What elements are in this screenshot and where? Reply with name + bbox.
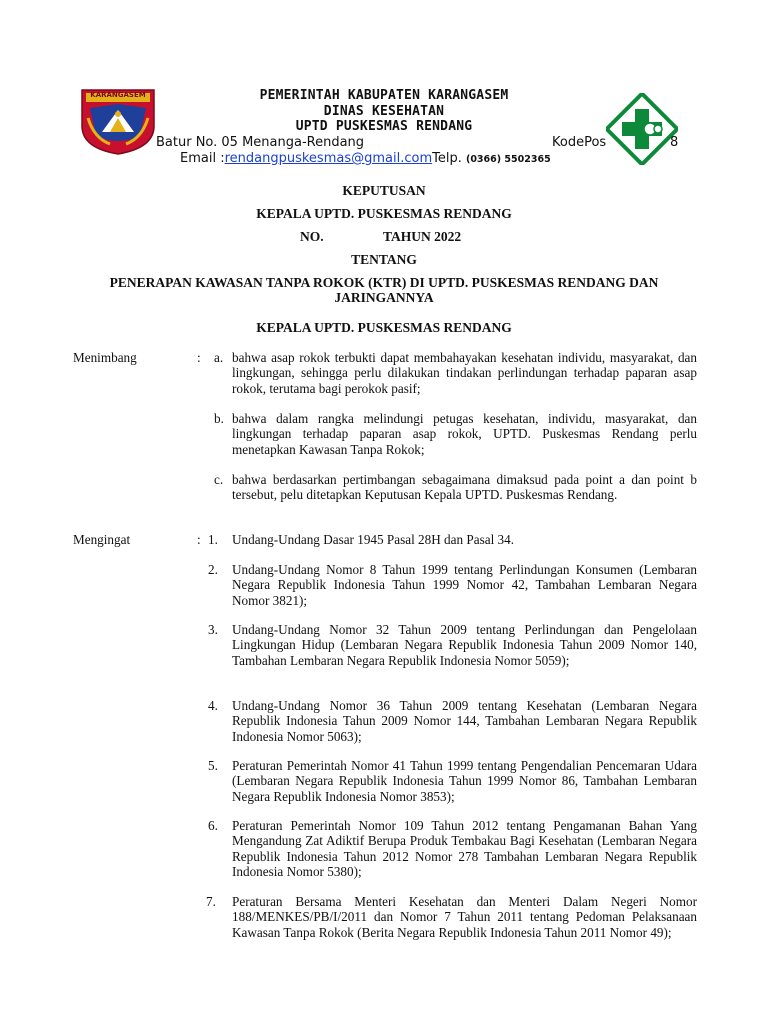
email-link[interactable]: rendangpuskesmas@gmail.com [224,151,433,166]
mengingat-item-4: Undang-Undang Nomor 36 Tahun 2009 tentang Kesehatan (Lembaran Negara Republik Indonesia Tahun 2009 Nomor 144, Tambahan Lembaran Negara Republik Indonesia Nomor 5063); [232,698,697,744]
mengingat-marker-3: 3. [208,622,218,637]
logo-caption: KARANGASEM [90,91,146,99]
mengingat-item-5: Peraturan Pemerintah Nomor 41 Tahun 1999 tentang Pengendalian Pencemaran Udara (Lembaran Negara Republik Indonesia Tahun 1999 Nomor 86, Tambahan Lembaran Negara Republik Indonesia Nomor 3853); [232,758,697,804]
postal-label: KodePos [552,135,607,150]
postal-code: 8 [670,135,679,150]
menimbang-marker-a: a. [214,350,224,365]
menimbang-colon: : [197,350,201,365]
menimbang-item-b: bahwa dalam rangka melindungi petugas kesehatan, individu, masyarakat, dan lingkungan terhadap paparan asap rokok, UPTD. Puskesmas Rendang perlu menetapkan Kawasan Tanpa Rokok; [232,411,697,457]
mengingat-marker-6: 6. [208,818,218,833]
subject-line-2: JARINGANNYA [334,290,434,305]
phone-label: Telp. [432,151,462,166]
mengingat-item-3: Undang-Undang Nomor 32 Tahun 2009 tentang Perlindungan dan Pengelolaan Lingkungan Hidup (Lembaran Negara Republik Indonesia Tahun 2009 Nomor 140, Tambahan Lembaran Negara Republik Indonesia Nomor 5059); [232,622,697,668]
menimbang-marker-b: b. [214,411,224,426]
menimbang-item-c: bahwa berdasarkan pertimbangan sebagaimana dimaksud pada point a dan point b tersebut, pelu ditetapkan Keputusan Kepala UPTD. Puskesmas Rendang. [232,472,697,503]
issuer-repeat: KEPALA UPTD. PUSKESMAS RENDANG [256,320,512,335]
gov-name: PEMERINTAH KABUPATEN KARANGASEM [259,88,509,103]
phone-number: (0366) 5502365 [465,154,551,165]
mengingat-label: Mengingat [73,532,131,547]
issuer: KEPALA UPTD. PUSKESMAS RENDANG [256,206,512,221]
mengingat-item-2: Undang-Undang Nomor 8 Tahun 1999 tentang Perlindungan Konsumen (Lembaran Negara Republik Indonesia Tahun 1999 Nomor 42, Tambahan Lembaran Negara Nomor 3821); [232,562,697,608]
address: Batur No. 05 Menanga-Rendang [156,135,365,150]
unit-name: UPTD PUSKESMAS RENDANG [295,119,473,134]
email-label: Email : [180,151,225,166]
contact-line [180,151,551,166]
mengingat-item-1: Undang-Undang Dasar 1945 Pasal 28H dan Pasal 34. [232,532,515,547]
mengingat-marker-5: 5. [208,758,218,773]
mengingat-item-6: Peraturan Pemerintah Nomor 109 Tahun 2012 tentang Pengamanan Bahan Yang Mengandung Zat Adiktif Berupa Produk Tembakau Bagi Kesehatan (Lembaran Negara Republik Indonesia Tahun 2012 Nomor 278 Tambahan Lembaran Negara Republik Indonesia Nomor 5380); [232,818,697,880]
mengingat-colon: : [197,532,201,547]
about-label: TENTANG [351,252,417,267]
mengingat-marker-7: 7. [206,894,216,909]
subject-line-1: PENERAPAN KAWASAN TANPA ROKOK (KTR) DI UPTD. PUSKESMAS RENDANG DAN [109,275,659,290]
doc-type: KEPUTUSAN [342,183,426,198]
menimbang-marker-c: c. [214,472,224,487]
year-label: TAHUN 2022 [383,229,462,244]
number-label: NO. [300,229,324,244]
mengingat-marker-4: 4. [208,698,218,713]
mengingat-marker-1: 1. [208,532,218,547]
menimbang-item-a: bahwa asap rokok terbukti dapat membahayakan kesehatan individu, masyarakat, dan lingkungan, sehingga perlu dilakukan tindakan perlindungan terhadap paparan asap rokok, terutama bagi perokok pasif; [232,350,697,396]
mengingat-item-7: Peraturan Bersama Menteri Kesehatan dan Menteri Dalam Negeri Nomor 188/MENKES/PB/I/2011 dan Nomor 7 Tahun 2011 tentang Pedoman Pelaksanaan Kawasan Tanpa Rokok (Berita Negara Republik Indonesia Tahun 2011 Nomor 49); [232,894,697,940]
mengingat-marker-2: 2. [208,562,218,577]
dept-name: DINAS KESEHATAN [323,104,445,119]
menimbang-label: Menimbang [73,350,137,365]
